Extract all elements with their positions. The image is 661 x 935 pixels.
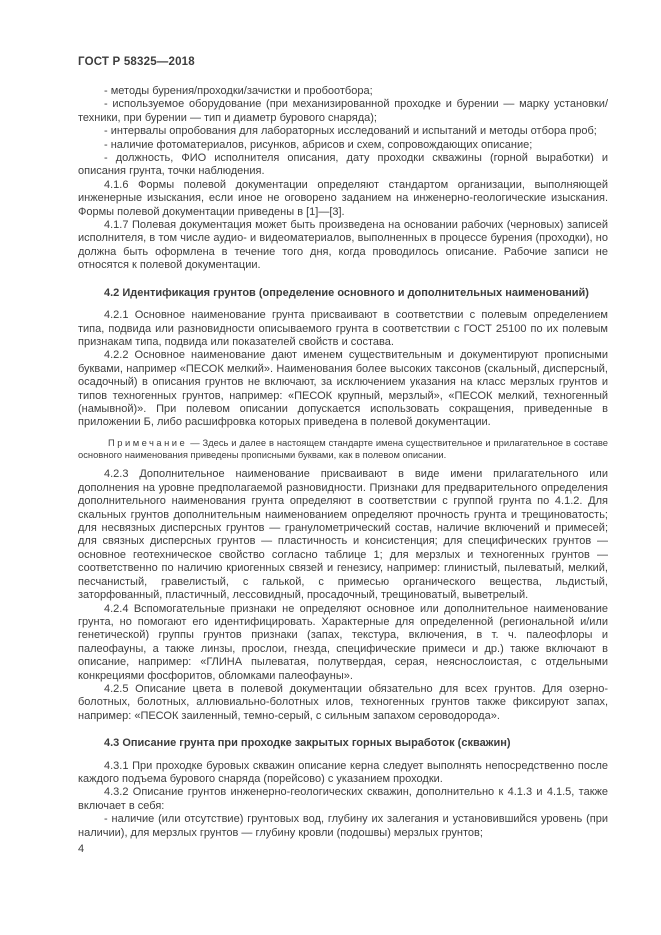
section-heading-4-3: 4.3 Описание грунта при проходке закрытых горных выработок (скважин) (104, 737, 511, 750)
paragraph-4-1-6: 4.1.6 Формы полевой документации определяют стандартом организации, выполняющей инженерные изыскания, если иное не оговорено заданием на инженерно-геологические изыскания. Формы полевой документации приведены в [1]—[3]. (78, 178, 608, 218)
page-number: 4 (78, 843, 85, 855)
paragraph-4-3-1: 4.3.1 При проходке буровых скважин описание керна следует выполнять непосредственно после каждого подъема бурового снаряда (порейсово) с указанием проходки. (78, 759, 608, 786)
paragraph-4-1-7: 4.1.7 Полевая документация может быть произведена на основании рабочих (черновых) записей исполнителя, в том числе аудио- и видеоматериалов, выполненных в процессе бурения (проходки), но должна быть оформлена в течение того дня, когда проводилось описание. Рабочие записи не относятся к полевой документации. (78, 219, 608, 272)
paragraph-4-2-1: 4.2.1 Основное наименование грунта присваивают в соответствии с полевым определением типа, подвида или разновидности описываемого грунта в соответствии с ГОСТ 25100 по их полевым признакам типа, подвида или показателей свойств и состава. (78, 309, 608, 348)
note (78, 437, 608, 461)
list-item: - должность, ФИО исполнителя описания, дату проходки скважины (горной выработки) и описания грунта, точки наблюдения. (78, 152, 608, 178)
paragraph-4-3-2: 4.3.2 Описание грунтов инженерно-геологических скважин, дополнительно к 4.1.3 и 4.1.5, также включает в себя: (78, 786, 608, 812)
list-item: - методы бурения/проходки/зачистки и пробоотбора; (104, 85, 373, 97)
note-text: — Здесь и далее в настоящем стандарте имена существительное и прилагательное в составе основного наименования приведены прописными буквами, как в полевом описании. (78, 436, 609, 460)
list-item: - используемое оборудование (при механизированной проходке и бурении — марку установки/техники, при бурении — тип и диаметр бурового снаряда); (78, 98, 608, 124)
paragraph-4-2-5: 4.2.5 Описание цвета в полевой документации обязательно для всех грунтов. Для озерно-болотных, болотных, аллювиально-болотных илов, техногенных грунтов также фиксируют запах, например: «ПЕСОК заиленный, темно-серый, с сильным запахом сероводорода». (78, 682, 608, 722)
doc-content (78, 85, 608, 840)
list-item: - наличие фотоматериалов, рисунков, абрисов и схем, сопровождающих описание; (104, 138, 533, 151)
paragraph-4-2-3: 4.2.3 Дополнительное наименование присваивают в виде имени прилагательного или дополнения на уровне предполагаемой разновидности. Признаки для предварительного определения дополнительного наименования грунта определяют в соответствии с группой грунта по 4.1.2. Для скальных грунтов дополнительным наименованием определяют прочность грунта и трещиноватость; для несвязных дисперсных грунтов — гранулометрический состав, наличие включений и примесей; для связных дисперсных грунтов — пластичность и консистенция; для специфических грунтов — основное геотехническое свойство согласно таблице 1; для мерзлых и техногенных грунтов — соответственно по наличию криогенных связей и генезису, например: глинистый, пылеватый, мелкий, песчанистый, гравелистый, с галькой, с примесью органического вещества, льдистый, заторфованный, пластичный, лессовидный, просадочный, трещиноватый, выветрелый. (78, 468, 608, 602)
list-item: - наличие (или отсутствие) грунтовых вод, глубину их залегания и установившийся уровень (при наличии), для мерзлых грунтов — глубину кровли (подошвы) мерзлых грунтов; (78, 813, 608, 839)
doc-header-standard-number: ГОСТ Р 58325—2018 (78, 56, 195, 68)
note-label: Примечание (108, 436, 188, 448)
paragraph-4-2-2: 4.2.2 Основное наименование дают именем существительным и документируют прописными буквами, например «ПЕСОК мелкий». Наименования более высоких таксонов (скальный, дисперсный, осадочный) в описания грунтов не включают, за исключением указания на класс мерзлых грунтов и типов техногенных грунтов, например: «ПЕСОК крупный, мерзлый», «ПЕСОК мелкий, техногенный (намывной)». При полевом описании допускается использовать сокращения, приведенные в приложении Б, либо расшифровка которых приведена в полевой документации. (78, 349, 608, 429)
list-item: - интервалы опробования для лабораторных исследований и испытаний и методы отбора проб; (104, 125, 597, 138)
section-heading-4-2: 4.2 Идентификация грунтов (определение основного и дополнительных наименований) (104, 286, 589, 299)
paragraph-4-2-4: 4.2.4 Вспомогательные признаки не определяют основное или дополнительное наименование грунта, но помогают его идентифицировать. Характерные для определенной (региональной и/или генетической) группы грунтов признаки (запах, текстура, включения, в т. ч. палеофлоры и палеофауны, а также линзы, прослои, гнезда, специфические примеси и др.) также включают в описание, например: «ГЛИНА пылеватая, полутвердая, серая, неяснослоистая, с отдельными конкрециями фосфоритов, обломками палеофауны». (78, 602, 608, 682)
